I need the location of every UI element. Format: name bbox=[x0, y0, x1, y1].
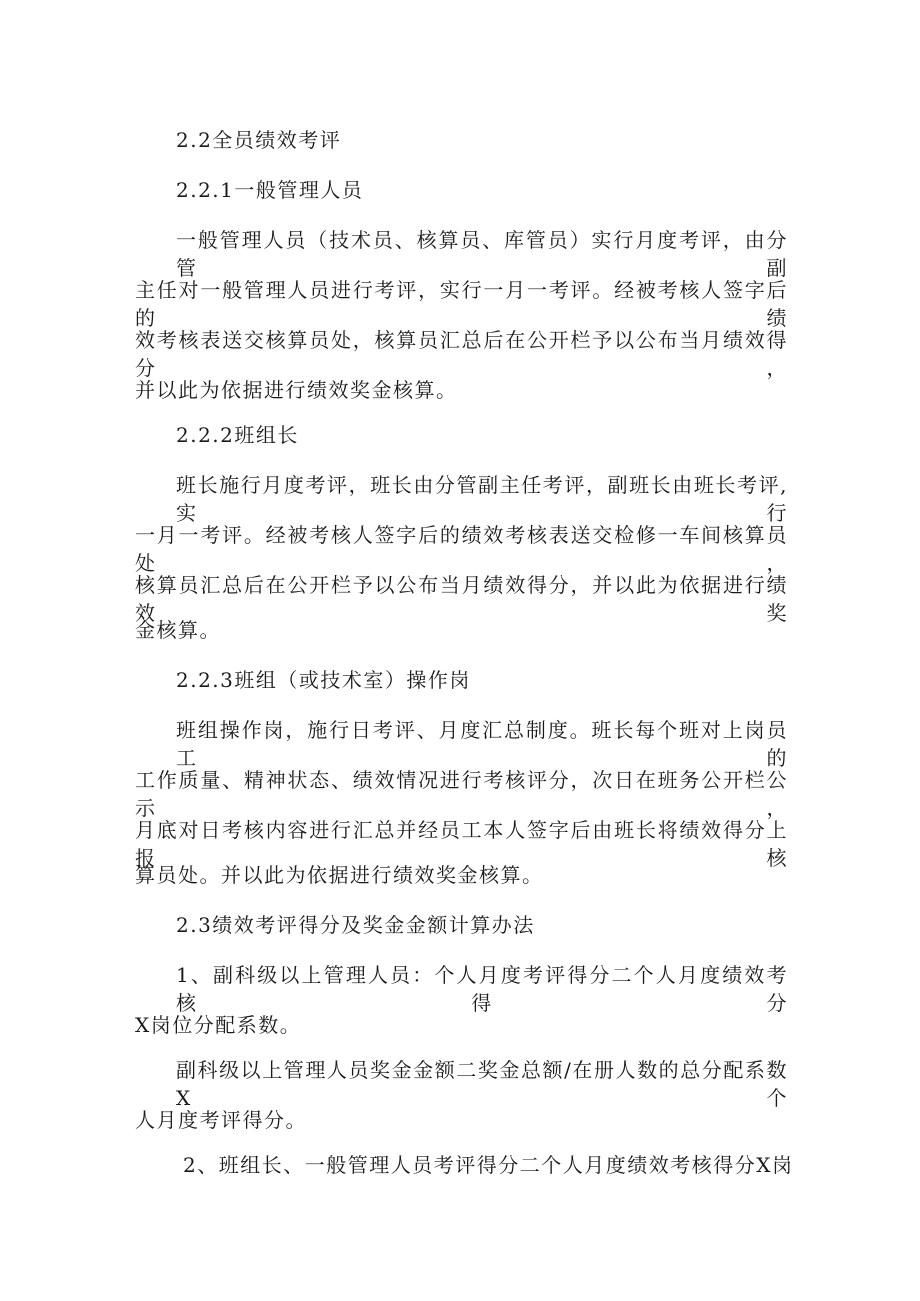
paragraph-line: 副科级以上管理人员奖金金额二奖金总额/在册人数的总分配系数X个 bbox=[176, 1058, 788, 1110]
paragraph-line: 金核算。 bbox=[135, 618, 221, 642]
heading-2-2: 2.2全员绩效考评 bbox=[176, 128, 342, 152]
paragraph-line: 算员处。并以此为依据进行绩效奖金核算。 bbox=[135, 863, 544, 887]
heading-2-3: 2.3绩效考评得分及奖金金额计算办法 bbox=[176, 913, 535, 937]
paragraph-line: 2、班组长、一般管理人员考评得分二个人月度绩效考核得分X岗 bbox=[183, 1153, 794, 1177]
paragraph-line: 班长施行月度考评，班长由分管副主任考评，副班长由班长考评,实行 bbox=[176, 473, 788, 525]
heading-2-2-2: 2.2.2班组长 bbox=[176, 423, 299, 447]
paragraph-line: 班组操作岗，施行日考评、月度汇总制度。班长每个班对上岗员工的 bbox=[176, 718, 788, 770]
paragraph-line: 一般管理人员（技术员、核算员、库管员）实行月度考评，由分管副 bbox=[176, 228, 788, 280]
paragraph-line: 月底对日考核内容进行汇总并经员工本人签字后由班长将绩效得分上报核 bbox=[135, 818, 788, 870]
paragraph-line: 人月度考评得分。 bbox=[135, 1108, 307, 1132]
paragraph-line: 工作质量、精神状态、绩效情况进行考核评分，次日在班务公开栏公示， bbox=[135, 768, 788, 820]
paragraph-line: 并以此为依据进行绩效奖金核算。 bbox=[135, 378, 458, 402]
paragraph-line: 一月一考评。经被考核人签字后的绩效考核表送交检修一车间核算员处， bbox=[135, 523, 788, 575]
paragraph-line: 效考核表送交核算员处，核算员汇总后在公开栏予以公布当月绩效得分， bbox=[135, 328, 788, 380]
paragraph-line: 1、副科级以上管理人员：个人月度考评得分二个人月度绩效考核得分 bbox=[176, 963, 788, 1015]
paragraph-line: X岗位分配系数。 bbox=[135, 1013, 302, 1037]
heading-2-2-1: 2.2.1一般管理人员 bbox=[176, 178, 364, 202]
heading-2-2-3: 2.2.3班组（或技术室）操作岗 bbox=[176, 668, 471, 692]
paragraph-line: 主任对一般管理人员进行考评，实行一月一考评。经被考核人签字后的绩 bbox=[135, 278, 788, 330]
paragraph-line: 核算员汇总后在公开栏予以公布当月绩效得分，并以此为依据进行绩效奖 bbox=[135, 573, 788, 625]
